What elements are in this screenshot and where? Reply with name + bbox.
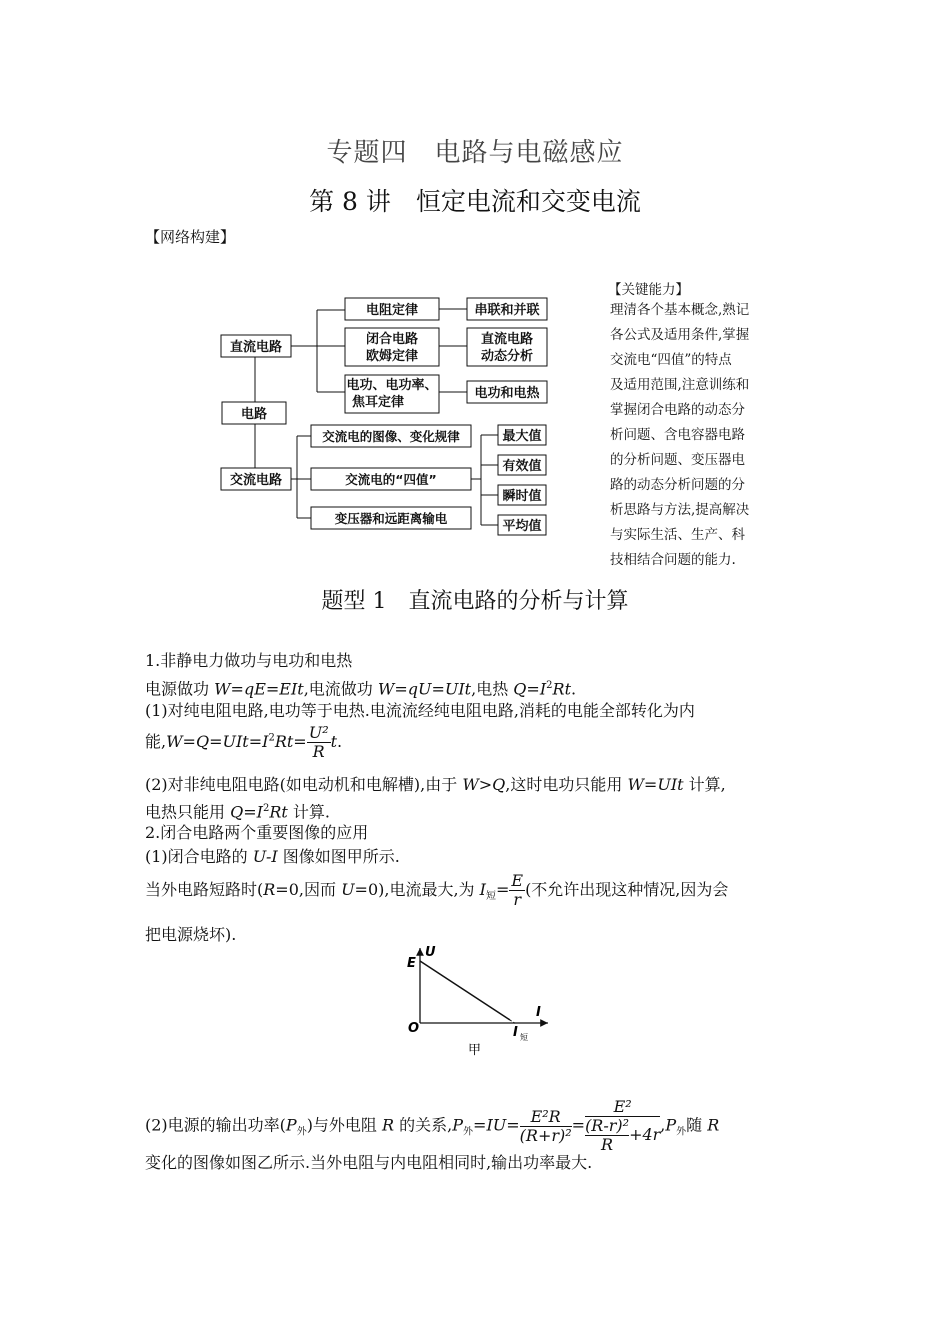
fraction-power-1: $\frac{\text{E²R}}{\text{(R+r)²}}$ [519,1106,572,1145]
map-ac-1: 交流电的图像、变化规律 [322,429,460,444]
map-result-3: 动态分析 [480,349,534,364]
body-line-4: 能$,W=Q=UIt=I^2Rt=$ $\frac{\text{U²}}{R}$ t. [145,723,343,761]
network-label: 【网络构建】 [145,228,236,246]
map-result-1: 串联和并联 [474,303,540,318]
body-line-1: 1.非静电力做功与电功和电热 [145,651,353,670]
map-val-3: 瞬时值 [502,489,542,504]
key-ability-line: 技相结合问题的能力. [610,552,736,568]
key-ability-line: 析思路与方法,提高解决 [610,502,750,518]
concept-map [215,288,555,538]
key-ability-title: 【关键能力】 [608,282,689,298]
key-ability-text [610,298,775,573]
map-ac-3: 变压器和远距离输电 [334,511,448,526]
body-line-8: (1)闭合电路的 U-I 图像如图甲所示. [145,847,400,866]
map-law-4: 电功、电功率、 [346,378,438,393]
graph-e-label: E [407,956,416,971]
graph-caption: 甲 [468,1043,482,1058]
graph-ishort-sub: 短 [520,1033,528,1042]
key-ability-line: 理清各个基本概念,熟记 [610,302,750,318]
body-line-7: 2.闭合电路两个重要图像的应用 [145,823,369,842]
graph-x-label: I [536,1005,541,1020]
map-result-2: 直流电路 [480,332,534,347]
type-heading: 题型 1 直流电路的分析与计算 [321,589,629,614]
key-ability-line: 析问题、含电容器电路 [610,427,745,443]
key-ability-line: 及适用范围,注意训练和 [610,377,750,393]
map-ac: 交流电路 [229,473,283,488]
graph-line [420,961,510,1020]
map-val-1: 最大值 [502,429,542,444]
body-line-5: (2)对非纯电阻电路(如电动机和电解槽),由于 W>Q,这时电功只能用 W=UIt 计算, [145,775,726,794]
map-dc: 直流电路 [229,340,283,355]
key-ability-line: 交流电“四值”的特点 [610,352,732,368]
map-law-5: 焦耳定律 [351,395,405,410]
body-line-12: 变化的图像如图乙所示.当外电阻与内电阻相同时,输出功率最大. [145,1153,593,1172]
map-result-4: 电功和电热 [474,386,540,401]
map-law-2: 闭合电路 [365,332,419,347]
graph-origin-label: O [408,1021,420,1036]
body-line-6: 电热只能用 $Q=I^2Rt$ 计算. [145,802,330,822]
map-law-1: 电阻定律 [365,303,419,318]
body-line-3: (1)对纯电阻电路,电功等于电热.电流流经纯电阻电路,消耗的电能全部转化为内 [145,701,695,720]
map-law-3: 欧姆定律 [365,349,419,364]
key-ability-line: 掌握闭合电路的动态分 [610,402,745,418]
ui-graph [398,940,558,1065]
body-line-10: 把电源烧坏). [145,925,237,944]
fraction-u2-r: $\frac{\text{U²}}{R}$ [308,723,329,761]
body-line-9: 当外电路短路时(R=0,因而 U=0),电流最大,为 $I_短=$ $\frac{E}{r}$ (不允许出现这种情况,因为会 [145,871,729,909]
graph-y-label: U [425,945,436,960]
topic-title: 专题四 电路与电磁感应 [326,138,624,168]
lecture-title: 第 8 讲 恒定电流和交变电流 [309,187,641,216]
key-ability-line: 的分析问题、变压器电 [610,452,745,468]
fraction-e-r: $\frac{E}{r}$ [511,871,524,909]
body-line-2: 电源做功 W=qE=EIt,电流做功 W=qU=UIt,电热 $Q=I^2Rt$. [145,679,577,699]
key-ability-line: 路的动态分析问题的分 [610,477,745,493]
graph-ishort-label: I [513,1025,518,1040]
map-val-4: 平均值 [502,519,542,534]
map-root: 电路 [240,407,268,422]
body-line-11: (2)电源的输出功率$(P_外)$与外电阻 R 的关系$,P_外=IU=$ $\frac{\text{E²R}}{\text{(R+r)²}}$ = E² $\frac{\text{(R-r)²}}{R}$ +4r $,P_外$随 R [145,1097,720,1154]
key-ability-line: 各公式及适用条件,掌握 [610,327,750,343]
map-ac-2: 交流电的“四值” [345,472,437,487]
map-val-2: 有效值 [502,459,542,474]
fraction-power-2: E² $\frac{\text{(R-r)²}}{R}$ +4r [585,1097,661,1154]
key-ability-line: 与实际生活、生产、科 [610,527,745,543]
